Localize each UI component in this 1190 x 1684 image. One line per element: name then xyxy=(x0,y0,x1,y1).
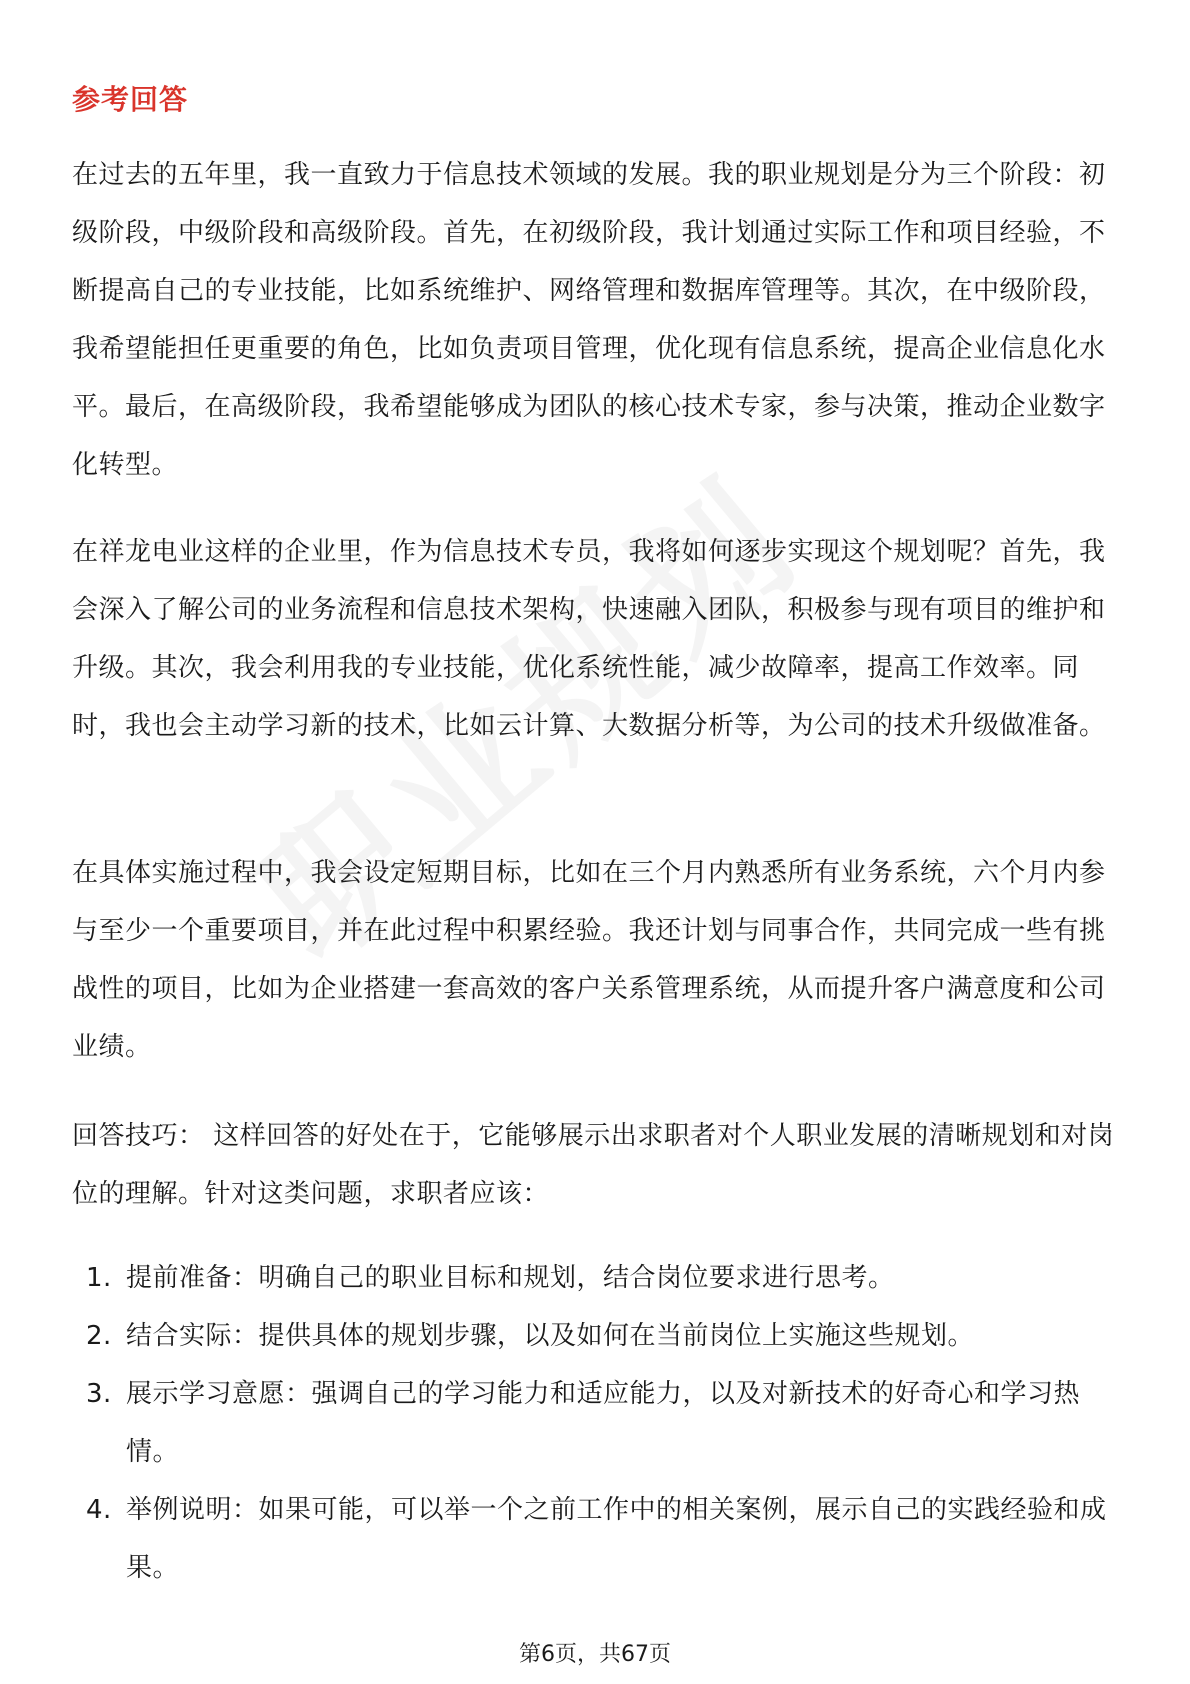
list-item-text: 举例说明：如果可能，可以举一个之前工作中的相关案例，展示自己的实践经验和成果。 xyxy=(126,1495,1107,1583)
list-item-number: 4. xyxy=(86,1495,112,1525)
paragraph-short-term-goals: 在具体实施过程中，我会设定短期目标，比如在三个月内熟悉所有业务系统，六个月内参与至少一个重要项目，并在此过程中积累经验。我还计划与同事合作，共同完成一些有挑战性的项目，比如为企业搭建一套高效的客户关系管理系统，从而提升客户满意度和公司业绩。 xyxy=(72,858,1106,1062)
paragraph-career-plan: 在过去的五年里，我一直致力于信息技术领域的发展。我的职业规划是分为三个阶段：初级阶段，中级阶段和高级阶段。首先，在初级阶段，我计划通过实际工作和项目经验，不断提高自己的专业技能，比如系统维护、网络管理和数据库管理等。其次，在中级阶段，我希望能担任更重要的角色，比如负责项目管理，优化现有信息系统，提高企业信息化水平。最后，在高级阶段，我希望能够成为团队的核心技术专家，参与决策，推动企业数字化转型。 xyxy=(72,160,1106,480)
tips-list xyxy=(72,1249,1122,1597)
section-heading: 参考回答 xyxy=(72,83,189,116)
list-item xyxy=(72,1307,1122,1365)
paragraph-implementation: 在祥龙电业这样的企业里，作为信息技术专员，我将如何逐步实现这个规划呢？首先，我会深入了解公司的业务流程和信息技术架构，快速融入团队，积极参与现有项目的维护和升级。其次，我会利用我的专业技能，优化系统性能，减少故障率，提高工作效率。同时，我也会主动学习新的技术，比如云计算、大数据分析等，为公司的技术升级做准备。 xyxy=(72,537,1106,741)
list-item xyxy=(72,1365,1122,1481)
list-item-text: 提前准备：明确自己的职业目标和规划，结合岗位要求进行思考。 xyxy=(126,1263,895,1293)
list-item-number: 3. xyxy=(86,1379,112,1409)
page-number-footer: 第6页，共67页 xyxy=(519,1642,671,1667)
list-item-number: 1. xyxy=(86,1263,112,1293)
list-item-text: 结合实际：提供具体的规划步骤，以及如何在当前岗位上实施这些规划。 xyxy=(126,1321,975,1351)
paragraph-answer-tips: 回答技巧： 这样回答的好处在于，它能够展示出求职者对个人职业发展的清晰规划和对岗位的理解。针对这类问题，求职者应该： xyxy=(72,1121,1115,1209)
list-item-text: 展示学习意愿：强调自己的学习能力和适应能力，以及对新技术的好奇心和学习热情。 xyxy=(126,1379,1081,1467)
list-item xyxy=(72,1481,1122,1597)
list-item xyxy=(72,1249,1122,1307)
list-item-number: 2. xyxy=(86,1321,112,1351)
